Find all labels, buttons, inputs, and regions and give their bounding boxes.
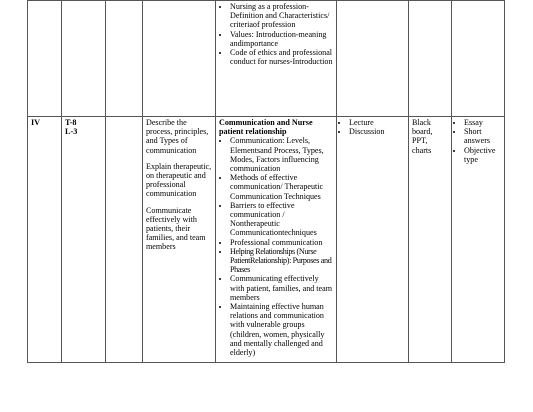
unit-cell xyxy=(28,117,62,363)
content-cell xyxy=(216,1,337,117)
list-item: • Values: Introduction-meaning andimportance xyxy=(230,30,333,48)
aids-cell xyxy=(409,117,452,363)
objective-text: Explain therapeutic, on therapeutic and professional communication xyxy=(146,161,212,199)
objective-text: Describe the process, principles, and Types of communication xyxy=(146,118,209,155)
objectives-cell xyxy=(143,117,216,363)
list-item: • Nursing as a profession- Definition and Characteristics/ criteriaof profession xyxy=(230,2,333,30)
content-cell xyxy=(216,117,337,363)
theory-hours: T-8 xyxy=(65,118,77,127)
content-list xyxy=(219,2,333,66)
list-item: • Discussion xyxy=(349,127,405,136)
assessment-list xyxy=(455,118,501,164)
methods-list xyxy=(340,118,405,136)
list-item: • Essay xyxy=(464,118,501,127)
content-title: Communication and Nurse patient relationship xyxy=(219,118,313,137)
unit-number: IV xyxy=(31,118,41,127)
list-item: • Short answers xyxy=(464,127,501,145)
content-list xyxy=(219,136,333,357)
list-item: • Objective type xyxy=(464,146,501,164)
aids-cell xyxy=(409,1,452,117)
hours-cell xyxy=(62,117,106,363)
table-row-unit-iv xyxy=(28,117,505,363)
methods-cell xyxy=(337,117,409,363)
list-item: • Lecture xyxy=(349,118,405,127)
list-item: • Professional communication xyxy=(230,238,333,247)
blank-cell xyxy=(106,117,143,363)
hours-cell xyxy=(62,1,106,117)
lab-hours: L-3 xyxy=(65,127,78,137)
list-item: • Barriers to effective communication / Nontherapeutic Communicationtechniques xyxy=(230,201,333,238)
list-item: • Methods of effective communication/ Therapeutic Communication Techniques xyxy=(230,173,333,201)
syllabus-table xyxy=(27,0,505,363)
list-item: • Helping Relationships (Nurse PatientRelationship): Purposes and Phases xyxy=(230,247,333,275)
methods-cell xyxy=(337,1,409,117)
assessment-cell xyxy=(452,117,505,363)
teaching-aids: Black board, PPT, charts xyxy=(412,118,433,155)
list-item: • Code of ethics and professional conduct for nurses-Introduction xyxy=(230,48,333,66)
list-item: • Maintaining effective human relations and communication with vulnerable groups (children, women, physically and mentally challenged and elderly) xyxy=(230,302,333,357)
objective-text: Communicate effectively with patients, their families, and team members xyxy=(146,205,206,252)
list-item: • Communicating effectively with patient, families, and team members xyxy=(230,274,333,302)
list-item: • Communication: Levels, Elementsand Process, Types, Modes, Factors influencing communication xyxy=(230,136,333,173)
unit-cell xyxy=(28,1,62,117)
table-row-previous xyxy=(28,1,505,117)
blank-cell xyxy=(106,1,143,117)
objectives-cell xyxy=(143,1,216,117)
assessment-cell xyxy=(452,1,505,117)
